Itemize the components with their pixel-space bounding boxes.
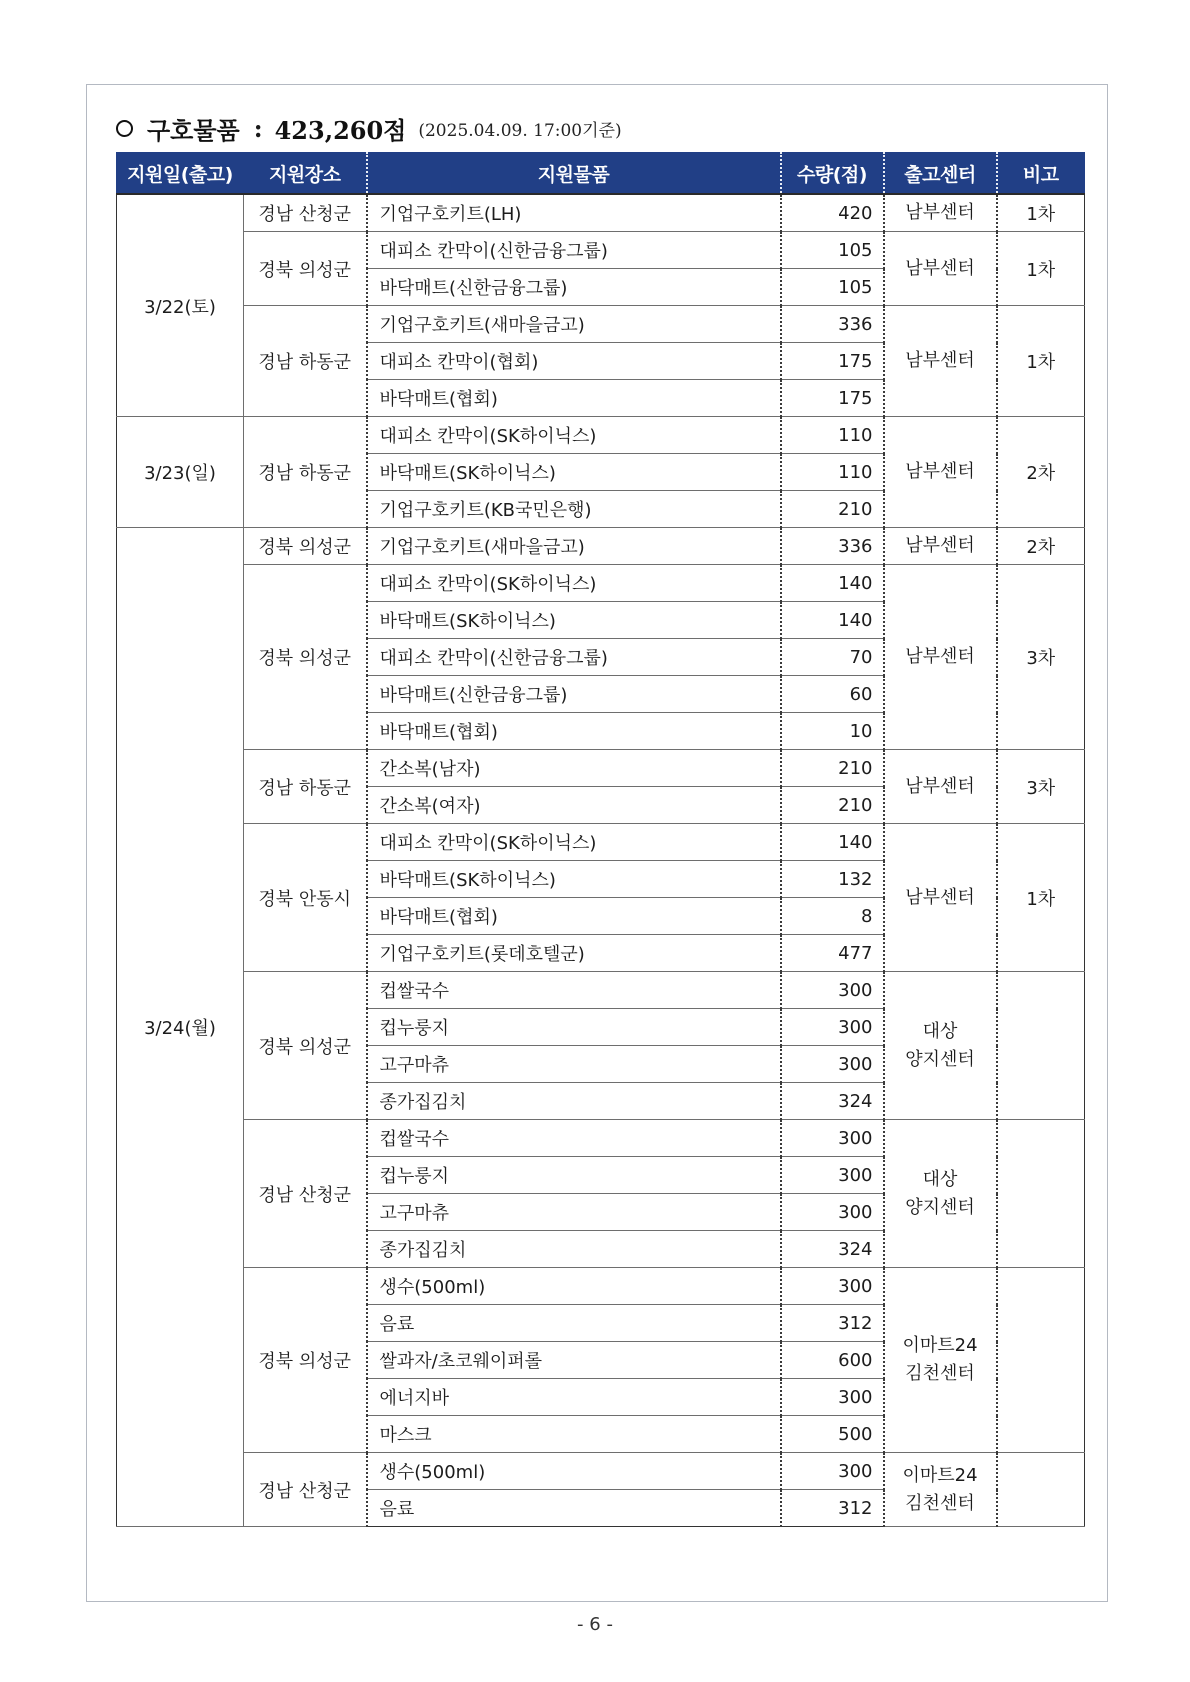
quantity-cell: 132 bbox=[781, 861, 884, 898]
center-line-2: 양지센터 bbox=[905, 1048, 975, 1070]
quantity-cell: 300 bbox=[781, 1157, 884, 1194]
location-cell: 경남 산청군 bbox=[244, 1453, 367, 1527]
quantity-cell: 336 bbox=[781, 528, 884, 565]
quantity-cell: 10 bbox=[781, 713, 884, 750]
quantity-cell: 312 bbox=[781, 1490, 884, 1527]
note-cell: 1차 bbox=[997, 306, 1085, 417]
center-cell: 남부센터 bbox=[884, 528, 997, 565]
item-cell: 쌀과자/초코웨이퍼롤 bbox=[367, 1342, 781, 1379]
col-header-note: 비고 bbox=[997, 153, 1085, 195]
quantity-cell: 110 bbox=[781, 454, 884, 491]
quantity-cell: 105 bbox=[781, 269, 884, 306]
quantity-cell: 300 bbox=[781, 1120, 884, 1157]
date-cell: 3/22(토) bbox=[117, 194, 244, 417]
quantity-cell: 300 bbox=[781, 972, 884, 1009]
note-cell: 1차 bbox=[997, 824, 1085, 972]
quantity-cell: 175 bbox=[781, 343, 884, 380]
table-row bbox=[117, 565, 1085, 602]
item-cell: 대피소 칸막이(SK하이닉스) bbox=[367, 565, 781, 602]
table-row bbox=[117, 194, 1085, 232]
quantity-cell: 300 bbox=[781, 1046, 884, 1083]
center-line-1: 이마트24 bbox=[902, 1335, 978, 1357]
quantity-cell: 140 bbox=[781, 602, 884, 639]
quantity-cell: 60 bbox=[781, 676, 884, 713]
center-cell: 남부센터 bbox=[884, 194, 997, 232]
item-cell: 바닥매트(SK하이닉스) bbox=[367, 454, 781, 491]
quantity-cell: 420 bbox=[781, 194, 884, 232]
quantity-cell: 110 bbox=[781, 417, 884, 454]
table-row bbox=[117, 1268, 1085, 1305]
center-line-2: 양지센터 bbox=[905, 1196, 975, 1218]
table-row bbox=[117, 417, 1085, 454]
location-cell: 경남 하동군 bbox=[244, 306, 367, 417]
item-cell: 생수(500ml) bbox=[367, 1453, 781, 1490]
item-cell: 마스크 bbox=[367, 1416, 781, 1453]
center-cell: 남부센터 bbox=[884, 565, 997, 750]
quantity-cell: 300 bbox=[781, 1379, 884, 1416]
item-cell: 바닥매트(협회) bbox=[367, 898, 781, 935]
quantity-cell: 324 bbox=[781, 1231, 884, 1268]
quantity-cell: 8 bbox=[781, 898, 884, 935]
item-cell: 대피소 칸막이(SK하이닉스) bbox=[367, 417, 781, 454]
quantity-cell: 70 bbox=[781, 639, 884, 676]
item-cell: 기업구호키트(롯데호텔군) bbox=[367, 935, 781, 972]
item-cell: 고구마츄 bbox=[367, 1194, 781, 1231]
item-cell: 바닥매트(SK하이닉스) bbox=[367, 861, 781, 898]
item-cell: 음료 bbox=[367, 1490, 781, 1527]
note-cell bbox=[997, 1120, 1085, 1268]
quantity-cell: 312 bbox=[781, 1305, 884, 1342]
page-number: - 6 - bbox=[577, 1614, 613, 1635]
heading-colon: : bbox=[253, 113, 263, 143]
item-cell: 대피소 칸막이(신한금융그룹) bbox=[367, 639, 781, 676]
table-row bbox=[117, 306, 1085, 343]
item-cell: 바닥매트(SK하이닉스) bbox=[367, 602, 781, 639]
item-cell: 컵쌀국수 bbox=[367, 972, 781, 1009]
location-cell: 경북 의성군 bbox=[244, 232, 367, 306]
center-line-1: 이마트24 bbox=[902, 1464, 978, 1486]
center-cell: 남부센터 bbox=[884, 306, 997, 417]
table-row bbox=[117, 528, 1085, 565]
item-cell: 간소복(남자) bbox=[367, 750, 781, 787]
quantity-cell: 300 bbox=[781, 1453, 884, 1490]
quantity-cell: 600 bbox=[781, 1342, 884, 1379]
quantity-cell: 300 bbox=[781, 1194, 884, 1231]
center-cell: 남부센터 bbox=[884, 750, 997, 824]
note-cell: 1차 bbox=[997, 232, 1085, 306]
center-cell bbox=[884, 1120, 997, 1268]
relief-supplies-table bbox=[116, 152, 1085, 1527]
center-cell: 남부센터 bbox=[884, 824, 997, 972]
col-header-item: 지원물품 bbox=[367, 153, 781, 195]
heading-total: 423,260점 bbox=[274, 115, 407, 145]
table-row bbox=[117, 750, 1085, 787]
item-cell: 기업구호키트(새마을금고) bbox=[367, 306, 781, 343]
item-cell: 종가집김치 bbox=[367, 1083, 781, 1120]
table-row bbox=[117, 1453, 1085, 1490]
center-cell: 남부센터 bbox=[884, 232, 997, 306]
center-line-2: 김천센터 bbox=[905, 1363, 975, 1384]
center-line-2: 김천센터 bbox=[905, 1492, 975, 1514]
note-cell bbox=[997, 972, 1085, 1120]
location-cell: 경북 의성군 bbox=[244, 565, 367, 750]
table-header-row bbox=[117, 153, 1085, 195]
note-cell bbox=[997, 1268, 1085, 1453]
section-heading bbox=[116, 106, 622, 150]
item-cell: 바닥매트(신한금융그룹) bbox=[367, 676, 781, 713]
quantity-cell: 300 bbox=[781, 1009, 884, 1046]
note-cell: 3차 bbox=[997, 565, 1085, 750]
date-cell: 3/24(월) bbox=[117, 528, 244, 1527]
item-cell: 컵쌀국수 bbox=[367, 1120, 781, 1157]
location-cell: 경남 하동군 bbox=[244, 417, 367, 528]
quantity-cell: 300 bbox=[781, 1268, 884, 1305]
col-header-date: 지원일(출고) bbox=[117, 153, 244, 195]
quantity-cell: 210 bbox=[781, 787, 884, 824]
note-cell bbox=[997, 1453, 1085, 1527]
center-cell bbox=[884, 972, 997, 1120]
center-cell: 남부센터 bbox=[884, 417, 997, 528]
location-cell: 경북 의성군 bbox=[244, 528, 367, 565]
item-cell: 기업구호키트(새마을금고) bbox=[367, 528, 781, 565]
item-cell: 기업구호키트(LH) bbox=[367, 194, 781, 232]
note-cell: 2차 bbox=[997, 417, 1085, 528]
item-cell: 생수(500ml) bbox=[367, 1268, 781, 1305]
location-cell: 경북 의성군 bbox=[244, 972, 367, 1120]
item-cell: 음료 bbox=[367, 1305, 781, 1342]
center-cell bbox=[884, 1453, 997, 1527]
item-cell: 대피소 칸막이(협회) bbox=[367, 343, 781, 380]
center-line-1: 대상 bbox=[922, 1020, 958, 1042]
location-cell: 경남 하동군 bbox=[244, 750, 367, 824]
quantity-cell: 210 bbox=[781, 750, 884, 787]
item-cell: 종가집김치 bbox=[367, 1231, 781, 1268]
item-cell: 고구마츄 bbox=[367, 1046, 781, 1083]
note-cell: 3차 bbox=[997, 750, 1085, 824]
col-header-center: 출고센터 bbox=[884, 153, 997, 195]
location-cell: 경남 산청군 bbox=[244, 1120, 367, 1268]
col-header-location: 지원장소 bbox=[244, 153, 367, 195]
quantity-cell: 336 bbox=[781, 306, 884, 343]
quantity-cell: 175 bbox=[781, 380, 884, 417]
table-row bbox=[117, 1120, 1085, 1157]
quantity-cell: 500 bbox=[781, 1416, 884, 1453]
note-cell: 2차 bbox=[997, 528, 1085, 565]
quantity-cell: 140 bbox=[781, 824, 884, 861]
circle-bullet-icon bbox=[116, 120, 133, 137]
item-cell: 에너지바 bbox=[367, 1379, 781, 1416]
item-cell: 바닥매트(협회) bbox=[367, 380, 781, 417]
quantity-cell: 105 bbox=[781, 232, 884, 269]
heading-as-of: (2025.04.09. 17:00기준) bbox=[418, 120, 622, 141]
col-header-quantity: 수량(점) bbox=[781, 153, 884, 195]
item-cell: 바닥매트(협회) bbox=[367, 713, 781, 750]
date-cell: 3/23(일) bbox=[117, 417, 244, 528]
item-cell: 간소복(여자) bbox=[367, 787, 781, 824]
quantity-cell: 140 bbox=[781, 565, 884, 602]
location-cell: 경북 안동시 bbox=[244, 824, 367, 972]
quantity-cell: 477 bbox=[781, 935, 884, 972]
item-cell: 기업구호키트(KB국민은행) bbox=[367, 491, 781, 528]
table-row bbox=[117, 824, 1085, 861]
heading-label: 구호물품 bbox=[147, 115, 240, 145]
quantity-cell: 324 bbox=[781, 1083, 884, 1120]
location-cell: 경남 산청군 bbox=[244, 194, 367, 232]
item-cell: 대피소 칸막이(SK하이닉스) bbox=[367, 824, 781, 861]
item-cell: 컵누룽지 bbox=[367, 1157, 781, 1194]
center-cell bbox=[884, 1268, 997, 1453]
item-cell: 바닥매트(신한금융그룹) bbox=[367, 269, 781, 306]
table-row bbox=[117, 232, 1085, 269]
center-line-1: 대상 bbox=[922, 1168, 958, 1190]
note-cell: 1차 bbox=[997, 194, 1085, 232]
item-cell: 대피소 칸막이(신한금융그룹) bbox=[367, 232, 781, 269]
location-cell: 경북 의성군 bbox=[244, 1268, 367, 1453]
item-cell: 컵누룽지 bbox=[367, 1009, 781, 1046]
table-row bbox=[117, 972, 1085, 1009]
quantity-cell: 210 bbox=[781, 491, 884, 528]
